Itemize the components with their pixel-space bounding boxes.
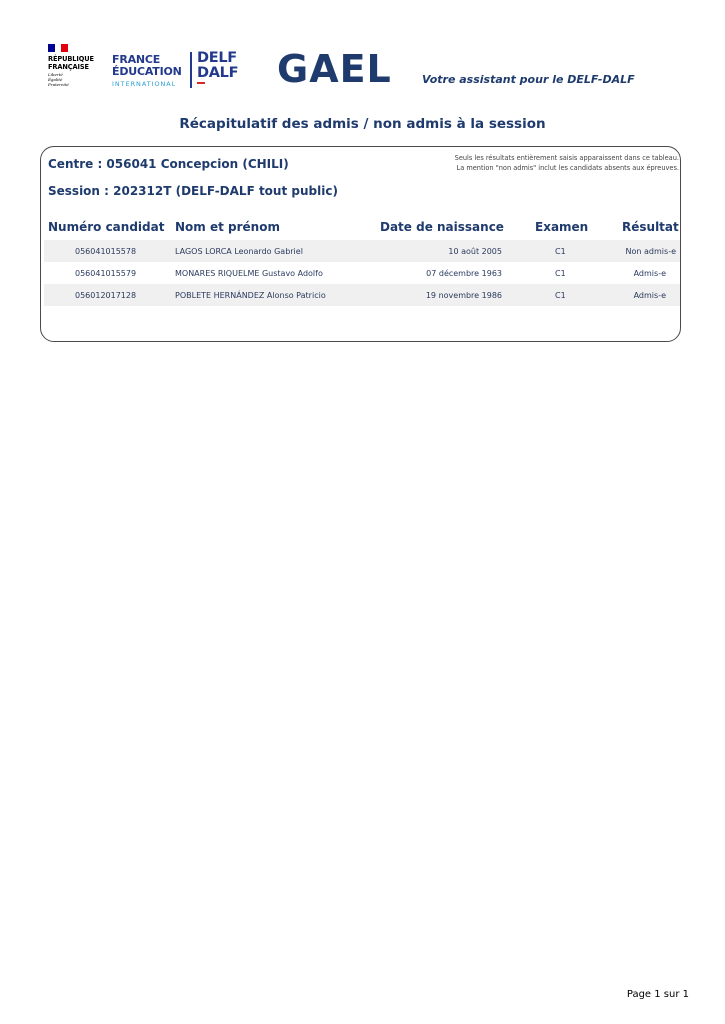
- cell-date: 10 août 2005: [448, 247, 502, 256]
- cell-examen: C1: [555, 269, 566, 278]
- header-resultat: Résultat: [622, 220, 679, 234]
- french-flag-icon: [48, 44, 68, 52]
- header-examen: Examen: [535, 220, 589, 234]
- cell-examen: C1: [555, 291, 566, 300]
- cell-numero: 056041015579: [75, 269, 137, 278]
- rf-line2: FRANÇAISE: [48, 62, 89, 71]
- rf-motto-2: Égalité: [48, 76, 63, 82]
- cell-resultat: Admis-e: [633, 291, 666, 300]
- header-date-naissance: Date de naissance: [380, 220, 504, 234]
- note-line-1: Seuls les résultats entièrement saisis apparaissent dans ce tableau.: [454, 154, 679, 162]
- table-row: [44, 262, 680, 284]
- fei-line1: FRANCE: [112, 53, 161, 66]
- cell-examen: C1: [555, 247, 566, 256]
- cell-numero: 056041015578: [75, 247, 137, 256]
- cell-numero: 056012017128: [75, 291, 137, 300]
- rf-motto-1: Liberté: [48, 72, 63, 77]
- page-title: Récapitulatif des admis / non admis à la session: [179, 116, 546, 132]
- fei-line3: INTERNATIONAL: [112, 80, 177, 88]
- cell-resultat: Non admis-e: [625, 247, 676, 256]
- cell-resultat: Admis-e: [633, 269, 666, 278]
- republique-francaise-logo: [48, 44, 108, 87]
- header-nom-prenom: Nom et prénom: [175, 220, 280, 234]
- france-education-international-logo: [112, 54, 182, 88]
- session-label: Session : 202312T (DELF-DALF tout public): [48, 184, 338, 198]
- delf-red-mark: [197, 82, 205, 84]
- cell-date: 19 novembre 1986: [425, 291, 502, 300]
- delf-line2: DALF: [197, 65, 239, 81]
- cell-nom: POBLETE HERNÁNDEZ Alonso Patricio: [175, 291, 326, 300]
- tagline: Votre assistant pour le DELF-DALF: [422, 73, 635, 86]
- delf-line1: DELF: [197, 50, 237, 66]
- gael-logo: GAEL: [277, 47, 392, 91]
- cell-date: 07 décembre 1963: [426, 269, 502, 278]
- table-row: [44, 240, 680, 262]
- rf-motto-3: Fraternité: [48, 81, 69, 87]
- page-number: Page 1 sur 1: [626, 989, 689, 1000]
- delf-dalf-logo: [197, 51, 238, 84]
- header-numero-candidat: Numéro candidat: [48, 220, 165, 234]
- cell-nom: LAGOS LORCA Leonardo Gabriel: [175, 247, 303, 256]
- centre-label: Centre : 056041 Concepcion (CHILI): [48, 157, 289, 171]
- fei-line2: ÉDUCATION: [112, 65, 182, 78]
- results-table: [44, 240, 680, 306]
- rf-line1: RÉPUBLIQUE: [48, 55, 94, 63]
- table-row: [44, 284, 680, 306]
- cell-nom: MONARES RIQUELME Gustavo Adolfo: [175, 269, 323, 278]
- logo-divider: [190, 52, 192, 88]
- note-line-2: La mention "non admis" inclut les candidats absents aux épreuves.: [456, 164, 679, 172]
